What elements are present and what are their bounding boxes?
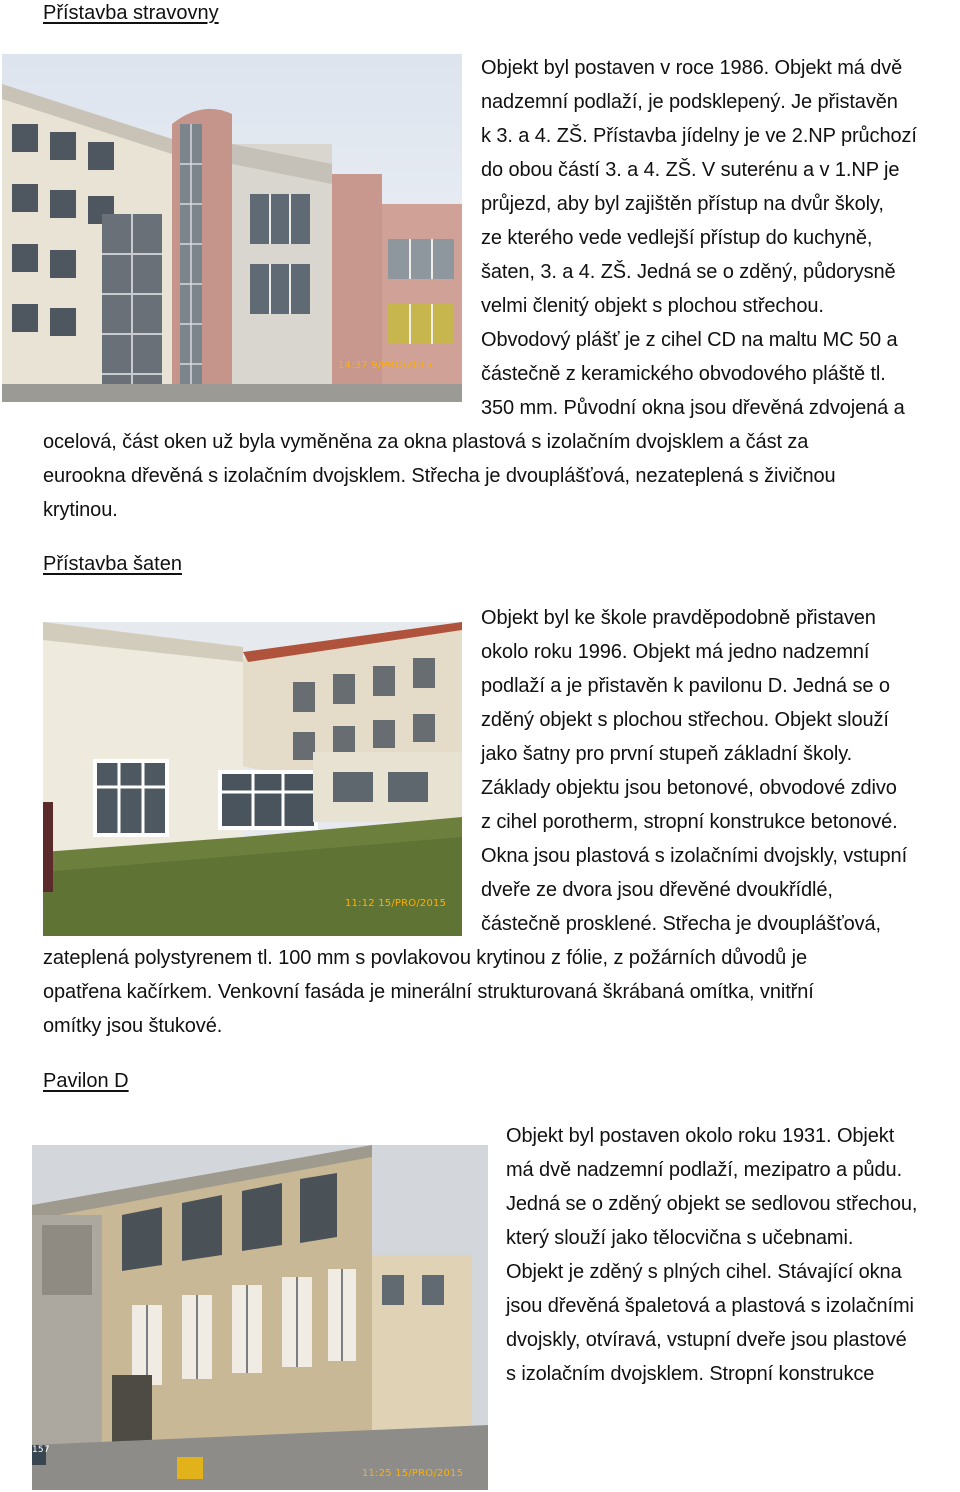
text-line: ze kterého vede vedlejší přístup do kuchyně, [481,227,873,249]
text-line: do obou částí 3. a 4. ZŠ. V suterénu a v 1.NP je [481,159,900,181]
text-line: dveře ze dvora jsou dřevěné dvoukřídlé, [481,879,833,901]
text-line: Obvodový plášť je z cihel CD na maltu MC 50 a [481,329,898,351]
photo-timestamp: 11:25 15/PRO/2015 [362,1468,464,1479]
text-line: zateplená polystyrenem tl. 100 mm s povlakovou krytinou z fólie, z požárních důvodů je [43,947,808,969]
text-line: jsou dřevěná špaletová a plastová s izolačními [506,1295,914,1317]
photo-plate: 157 [32,1445,50,1455]
text-line: částečně z keramického obvodového pláště tl. [481,363,886,385]
text-line: má dvě nadzemní podlaží, mezipatro a půdu. [506,1159,903,1181]
text-line: Základy objektu jsou betonové, obvodové zdivo [481,777,897,799]
text-line: eurookna dřevěná s izolačním dvojsklem. Střecha je dvouplášťová, nezateplená s živičnou [43,465,836,487]
text-line: krytinou. [43,499,118,521]
text-line: který slouží jako tělocvična s učebnami. [506,1227,854,1249]
text-line: nadzemní podlaží, je podsklepený. Je přistavěn [481,91,898,113]
text-line: 350 mm. Původní okna jsou dřevěná zdvojená a [481,397,905,419]
text-line: Objekt byl postaven okolo roku 1931. Objekt [506,1125,895,1147]
text-line: omítky jsou štukové. [43,1015,223,1037]
text-line: dvojskly, otvíravá, vstupní dveře jsou plastové [506,1329,907,1351]
text-line: Objekt je zděný s plných cihel. Stávající okna [506,1261,902,1283]
text-line: velmi členitý objekt s plochou střechou. [481,295,824,317]
text-line: jako šatny pro první stupeň základní školy. [481,743,853,765]
text-line: podlaží a je přistavěn k pavilonu D. Jedná se o [481,675,890,697]
text-line: Jedná se o zděný objekt se sedlovou střechou, [506,1193,918,1215]
photo-cloakroom-annex [43,622,462,936]
photo-pavilion-d [32,1145,488,1490]
text-line: Objekt byl ke škole pravděpodobně přistaven [481,607,876,629]
text-line: opatřena kačírkem. Venkovní fasáda je minerální strukturovaná škrábaná omítka, vnitřní [43,981,814,1003]
text-line: šaten, 3. a 4. ZŠ. Jedná se o zděný, půdorysně [481,261,896,283]
photo-dining-annex [2,54,462,402]
text-line: okolo roku 1996. Objekt má jedno nadzemní [481,641,870,663]
section-heading-stravovna: Přístavba stravovny [43,2,219,24]
section-heading-saten: Přístavba šaten [43,553,182,575]
section-heading-pavilon-d: Pavilon D [43,1070,129,1092]
text-line: s izolačním dvojsklem. Stropní konstrukce [506,1363,875,1385]
text-line: částečně prosklené. Střecha je dvouplášťová, [481,913,882,935]
text-line: průjezd, aby byl zajištěn přístup na dvůr školy, [481,193,884,215]
text-line: Okna jsou plastová s izolačními dvojskly, vstupní [481,845,908,867]
photo-timestamp: 14:37 9/PRO/2015 [338,360,433,371]
photo-timestamp: 11:12 15/PRO/2015 [345,898,447,909]
text-line: z cihel porotherm, stropní konstrukce betonové. [481,811,898,833]
text-line: ocelová, část oken už byla vyměněna za okna plastová s izolačním dvojsklem a část za [43,431,809,453]
text-line: zděný objekt s plochou střechou. Objekt slouží [481,709,889,731]
text-line: Objekt byl postaven v roce 1986. Objekt má dvě [481,57,903,79]
text-line: k 3. a 4. ZŠ. Přístavba jídelny je ve 2.NP průchozí [481,125,917,147]
